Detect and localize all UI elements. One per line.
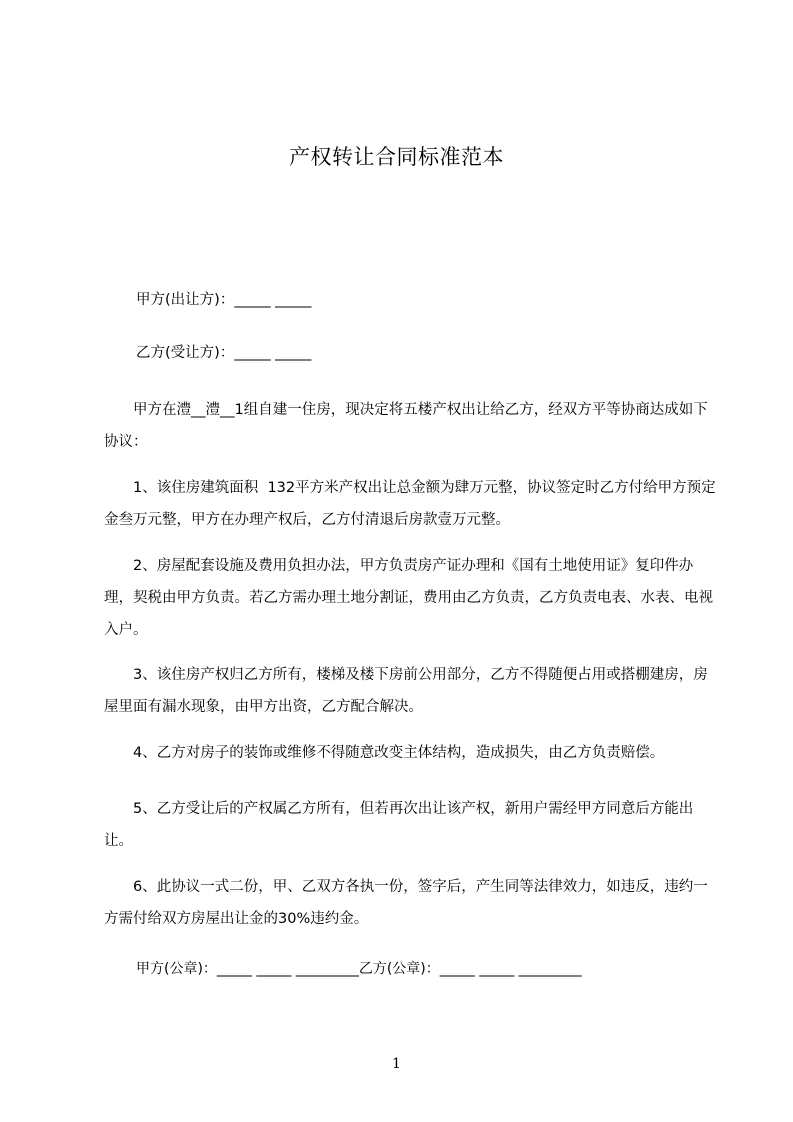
clause-4: 4、乙方对房子的装饰或维修不得随意改变主体结构，造成损失，由乙方负责赔偿。	[104, 745, 665, 761]
intro-paragraph: 甲方在澧__澧__1组自建一住房，现决定将五楼产权出让给乙方，经双方平等协商达成如下协议：	[104, 402, 708, 450]
clause-1: 1、该住房建筑面积 132平方米产权出让总金额为肆万元整，协议签定时乙方付给甲方预定金叁万元整，甲方在办理产权后，乙方付清退后房款壹万元整。	[104, 480, 716, 528]
party-b-field: 乙方(受让方)：_____ _____	[136, 345, 312, 361]
party-a-field: 甲方(出让方)：_____ _____	[136, 292, 312, 308]
page-number: 1	[392, 1056, 401, 1072]
clause-5: 5、乙方受让后的产权属乙方所有，但若再次出让该产权，新用户需经甲方同意后方能出让。	[104, 801, 694, 849]
clause-3: 3、该住房产权归乙方所有，楼梯及楼下房前公用部分，乙方不得随便占用或搭棚建房，房屋里面有漏水现象，由甲方出资，乙方配合解决。	[104, 667, 708, 715]
document-title: 产权转让合同标准范本	[289, 145, 504, 169]
clause-2: 2、房屋配套设施及费用负担办法，甲方负责房产证办理和《国有土地使用证》复印件办理，契税由甲方负责。若乙方需办理土地分割证，费用由乙方负责，乙方负责电表、水表、电视入户。	[104, 558, 713, 638]
signature-line: 甲方(公章)：_____ _____ _________乙方(公章)：_____ _____ _________	[136, 961, 582, 977]
clause-6: 6、此协议一式二份，甲、乙双方各执一份，签字后，产生同等法律效力，如违反，违约一方需付给双方房屋出让金的30%违约金。	[104, 879, 708, 927]
